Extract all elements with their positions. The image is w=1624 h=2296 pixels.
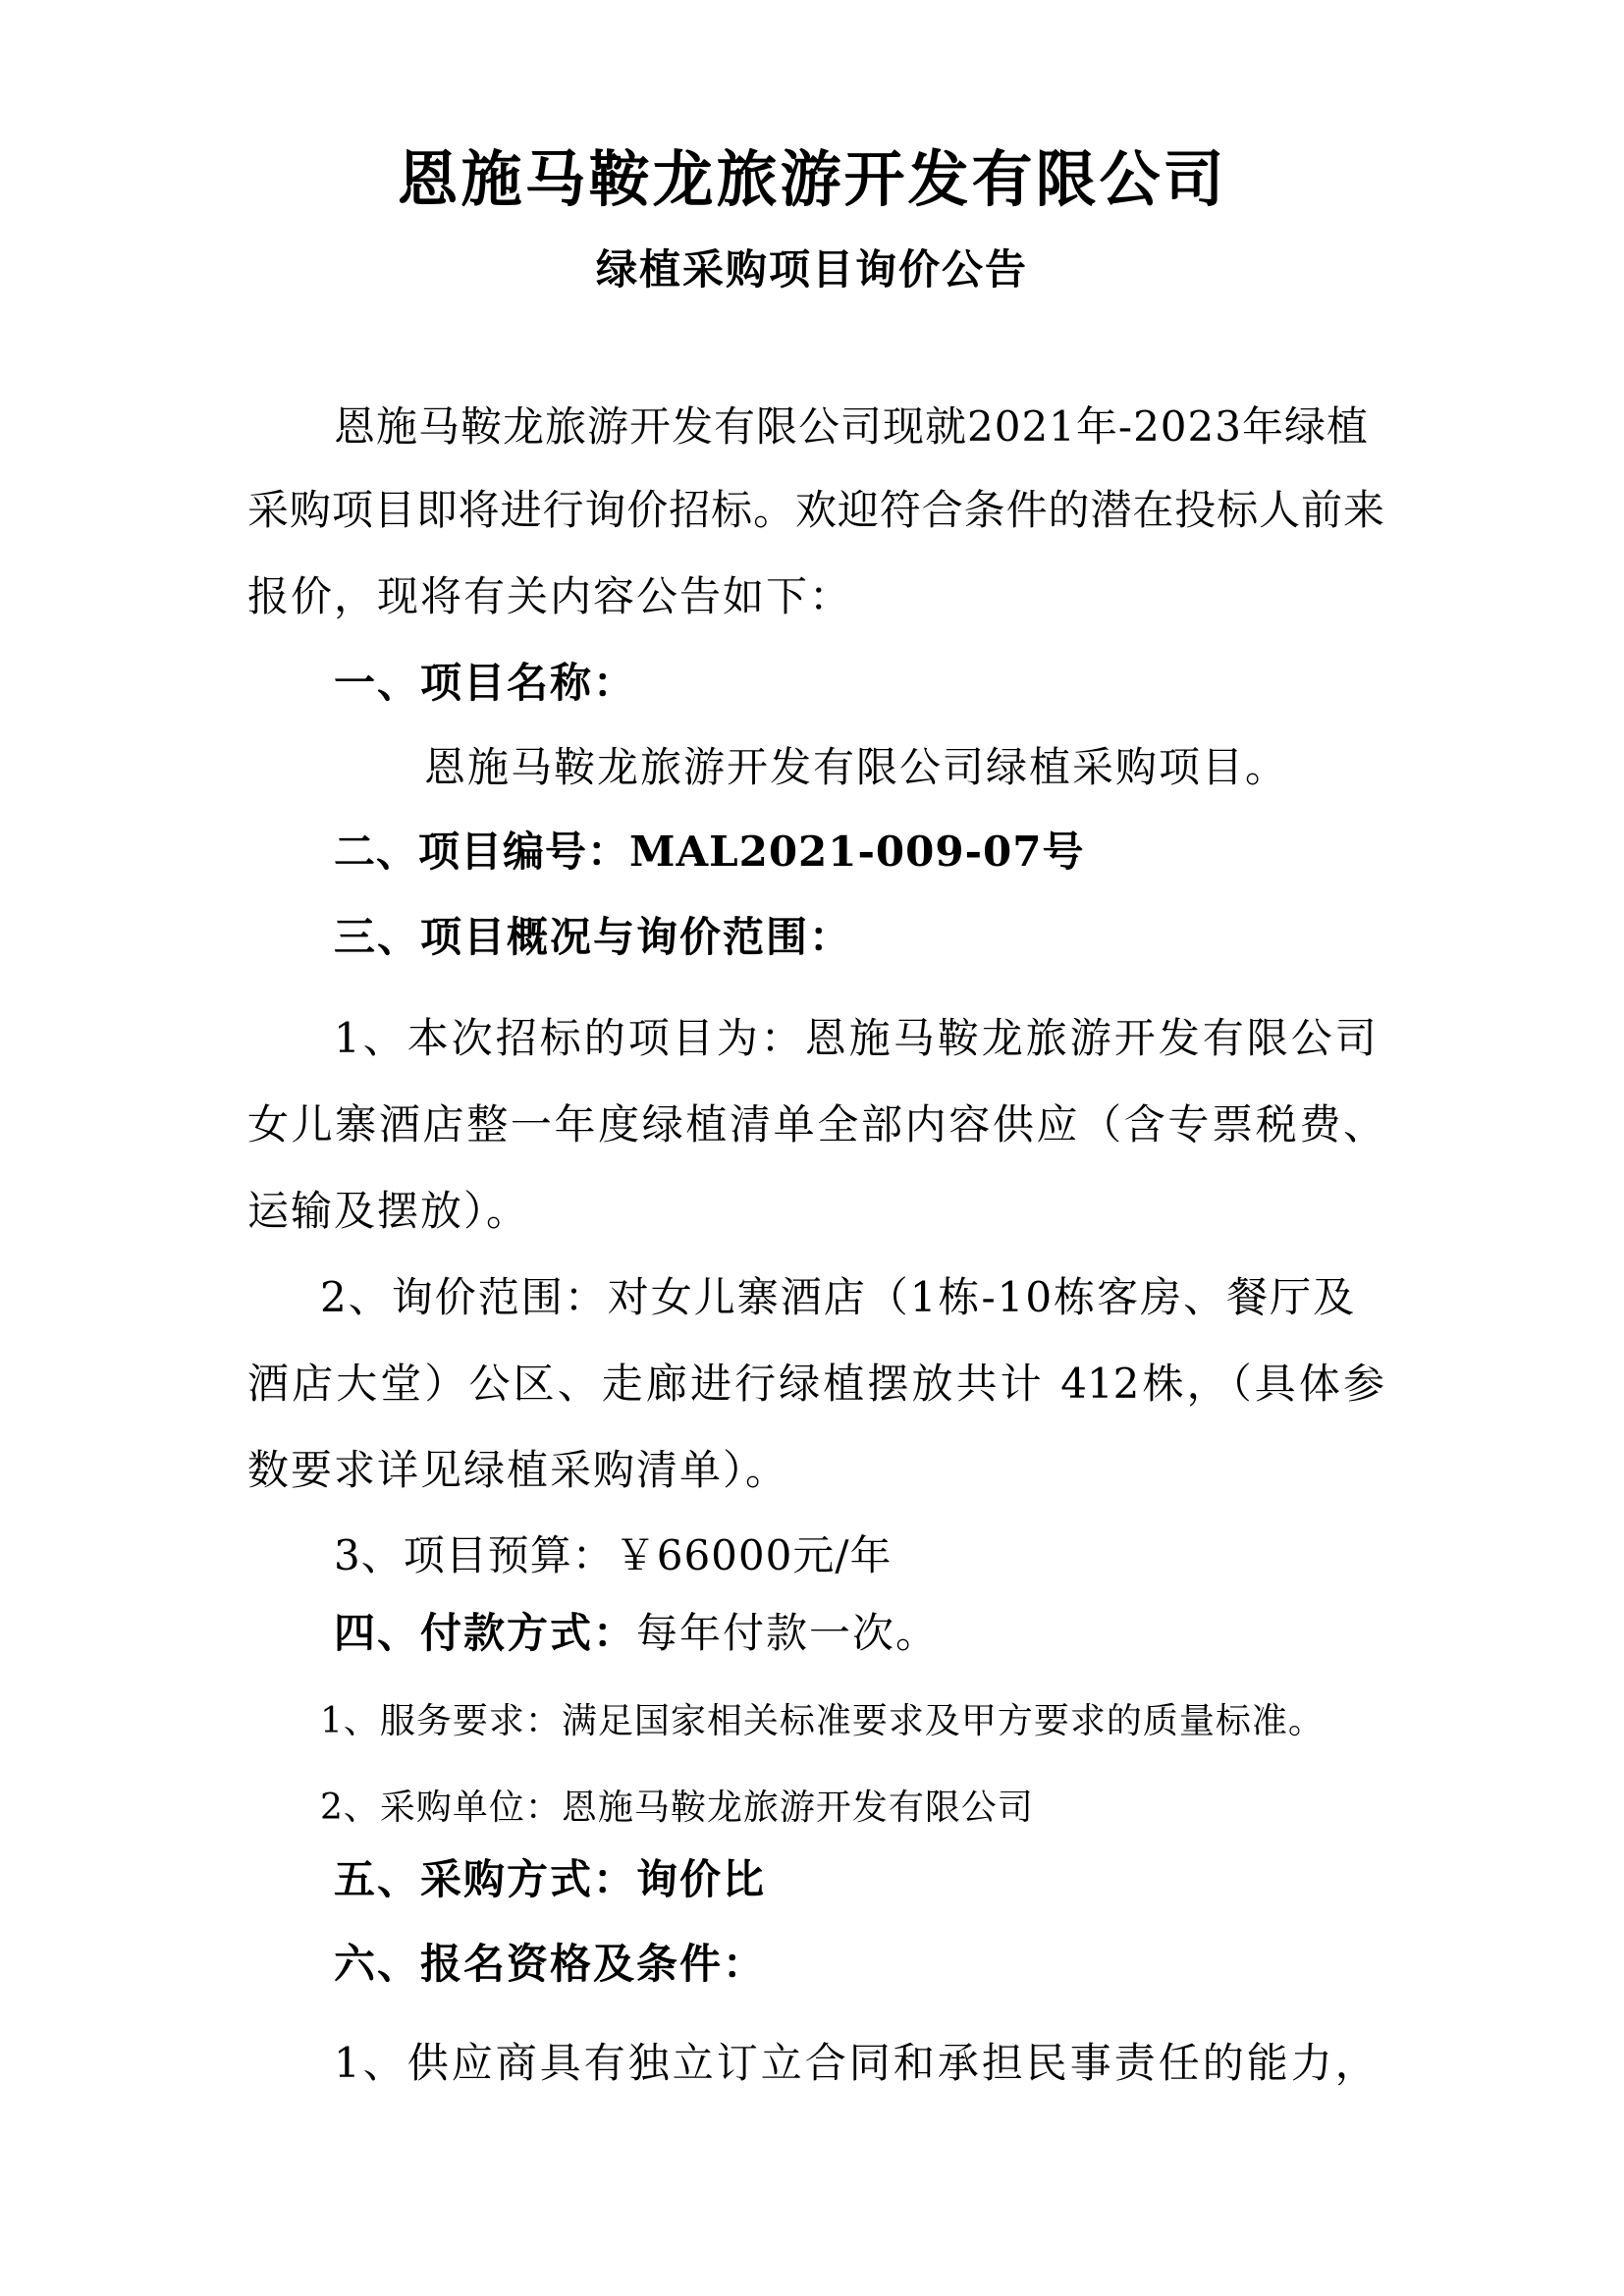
document-subtitle: 绿植采购项目询价公告 xyxy=(595,245,1028,294)
section-1-content: 恩施马鞍龙旅游开发有限公司绿植采购项目。 xyxy=(424,743,1289,791)
section-3-item-1-line-2: 女儿寨酒店整一年度绿植清单全部内容供应（含专票税费、 xyxy=(247,1100,1384,1148)
section-6-heading: 六、报名资格及条件： xyxy=(334,1940,767,1988)
section-3-heading: 三、项目概况与询价范围： xyxy=(334,913,853,961)
document-title: 恩施马鞍龙旅游开发有限公司 xyxy=(397,143,1227,215)
section-3-item-2-line-3: 数要求详见绿植采购清单）。 xyxy=(247,1446,789,1494)
intro-line-1: 恩施马鞍龙旅游开发有限公司现就2021年-2023年绿植 xyxy=(334,402,1369,451)
intro-line-3: 报价，现将有关内容公告如下： xyxy=(247,572,853,620)
section-3-item-2-line-1: 2、询价范围：对女儿寨酒店（1栋-10栋客房、餐厅及 xyxy=(320,1273,1357,1321)
section-5-heading: 五、采购方式：询价比 xyxy=(334,1855,767,1903)
section-3-item-1-line-3: 运输及摆放）。 xyxy=(247,1187,530,1235)
section-2-heading: 二、项目编号：MAL2021-009-07号 xyxy=(334,828,1085,876)
section-4-item-1: 1、服务要求：满足国家相关标准要求及甲方要求的质量标准。 xyxy=(320,1701,1325,1741)
section-4-content: 每年付款一次。 xyxy=(636,1609,940,1657)
section-4-item-2: 2、采购单位：恩施马鞍龙旅游开发有限公司 xyxy=(320,1788,1034,1828)
section-3-item-1-line-1: 1、本次招标的项目为：恩施马鞍龙旅游开发有限公司 xyxy=(334,1014,1380,1062)
section-6-item-1: 1、供应商具有独立订立合同和承担民事责任的能力， xyxy=(334,2039,1380,2087)
section-1-heading: 一、项目名称： xyxy=(334,659,637,707)
intro-line-2: 采购项目即将进行询价招标。欢迎符合条件的潜在投标人前来 xyxy=(247,486,1384,534)
section-3-item-3: 3、项目预算：￥66000元/年 xyxy=(334,1531,893,1579)
section-3-item-2-line-2: 酒店大堂）公区、走廊进行绿植摆放共计 412株，（具体参 xyxy=(247,1360,1384,1408)
section-4-heading: 四、付款方式： xyxy=(334,1609,637,1657)
section-4-line xyxy=(334,1604,939,1663)
